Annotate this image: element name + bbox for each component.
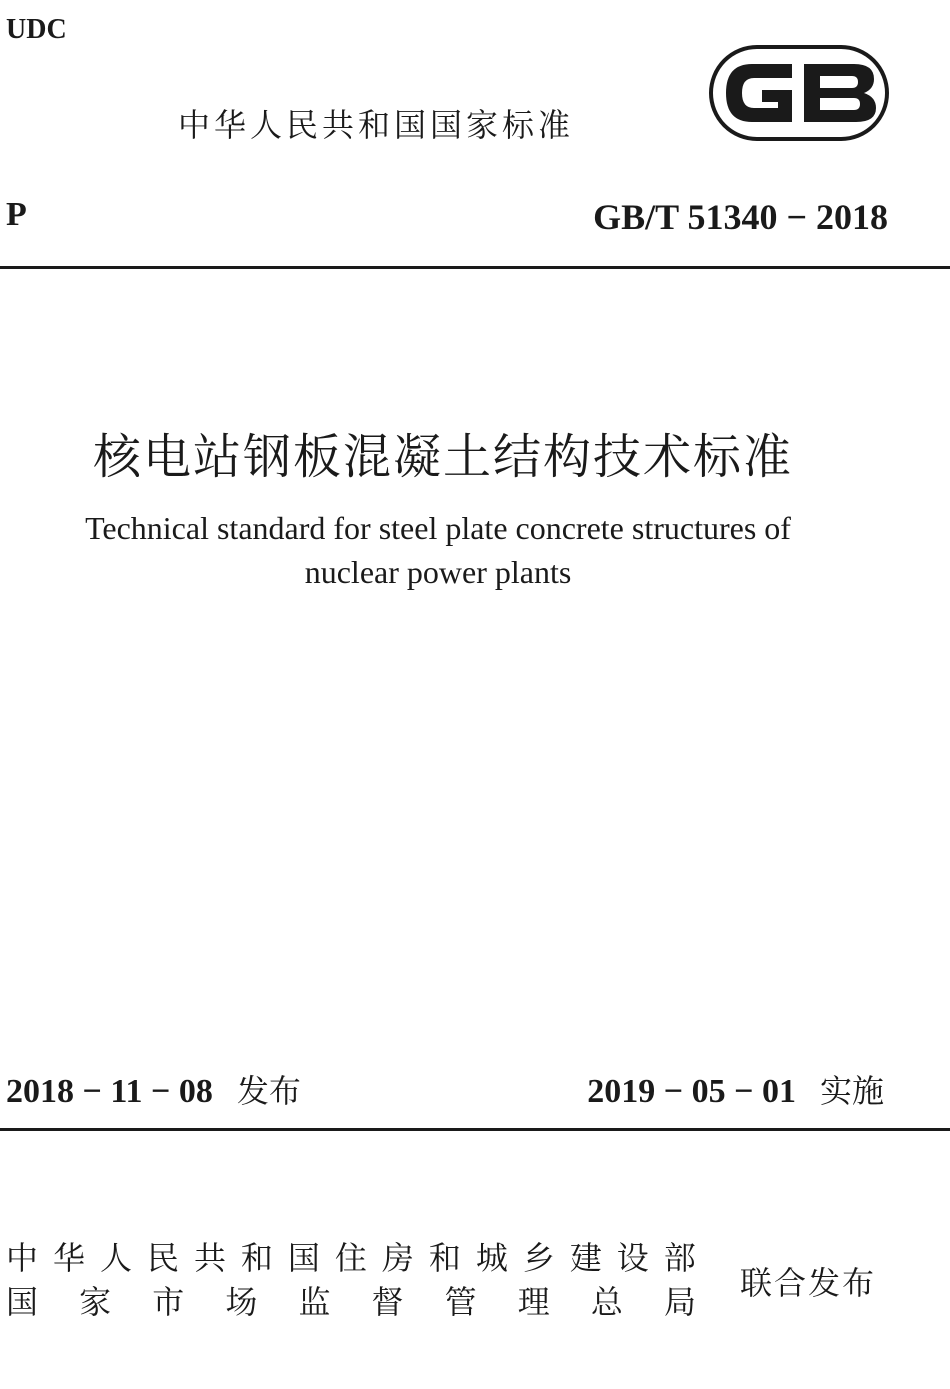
issue-date-block bbox=[6, 1066, 301, 1112]
joint-issue-label: 联合发布 bbox=[740, 1264, 877, 1302]
title-english-line1: Technical standard for steel plate concrete structures of bbox=[85, 510, 791, 546]
issuer-line-1 bbox=[6, 1236, 696, 1280]
standard-number: GB/T 51340 − 2018 bbox=[593, 197, 888, 237]
gb-logo bbox=[708, 44, 890, 142]
issuer-char: 理 bbox=[517, 1283, 550, 1321]
issuer-line-2 bbox=[6, 1280, 696, 1324]
title-english-line2: nuclear power plants bbox=[304, 554, 572, 590]
issuer-char: 总 bbox=[590, 1283, 623, 1321]
implement-date: 2019 − 05 − 01 bbox=[587, 1073, 796, 1110]
issuer-char: 房 bbox=[381, 1239, 414, 1277]
issuer-char: 建 bbox=[569, 1239, 602, 1277]
issuer-char: 局 bbox=[663, 1283, 696, 1321]
title-chinese: 核电站钢板混凝土结构技术标准 bbox=[92, 429, 793, 485]
issuer-char: 共 bbox=[193, 1239, 226, 1277]
issuer-char: 乡 bbox=[522, 1239, 555, 1277]
issue-label: 发布 bbox=[236, 1072, 301, 1110]
issuer-char: 中 bbox=[6, 1239, 39, 1277]
issuer-char: 管 bbox=[444, 1283, 477, 1321]
issuer-char: 和 bbox=[240, 1239, 273, 1277]
udc-label: UDC bbox=[6, 14, 67, 45]
issuer-char: 国 bbox=[287, 1239, 320, 1277]
implement-date-block bbox=[587, 1066, 884, 1112]
classification-code: P bbox=[6, 196, 27, 233]
issuer-char: 住 bbox=[334, 1239, 367, 1277]
implement-label: 实施 bbox=[819, 1072, 884, 1110]
issuer-char: 国 bbox=[6, 1283, 39, 1321]
issue-date: 2018 − 11 − 08 bbox=[6, 1073, 213, 1110]
bottom-divider bbox=[0, 1128, 950, 1131]
national-standard-heading: 中华人民共和国国家标准 bbox=[178, 106, 575, 144]
issuer-char: 人 bbox=[99, 1239, 132, 1277]
issuer-char: 设 bbox=[616, 1239, 649, 1277]
top-divider bbox=[0, 266, 950, 269]
issuer-char: 场 bbox=[225, 1283, 258, 1321]
issuer-char: 部 bbox=[663, 1239, 696, 1277]
issuer-char: 华 bbox=[52, 1239, 85, 1277]
issuer-char: 督 bbox=[371, 1283, 404, 1321]
issuer-char: 监 bbox=[298, 1283, 331, 1321]
issuer-char: 家 bbox=[79, 1283, 112, 1321]
issuer-char: 民 bbox=[146, 1239, 179, 1277]
issuer-char: 和 bbox=[428, 1239, 461, 1277]
issuer-char: 城 bbox=[475, 1239, 508, 1277]
issuing-authorities bbox=[6, 1236, 696, 1324]
issuer-char: 市 bbox=[152, 1283, 185, 1321]
title-english bbox=[0, 506, 876, 594]
